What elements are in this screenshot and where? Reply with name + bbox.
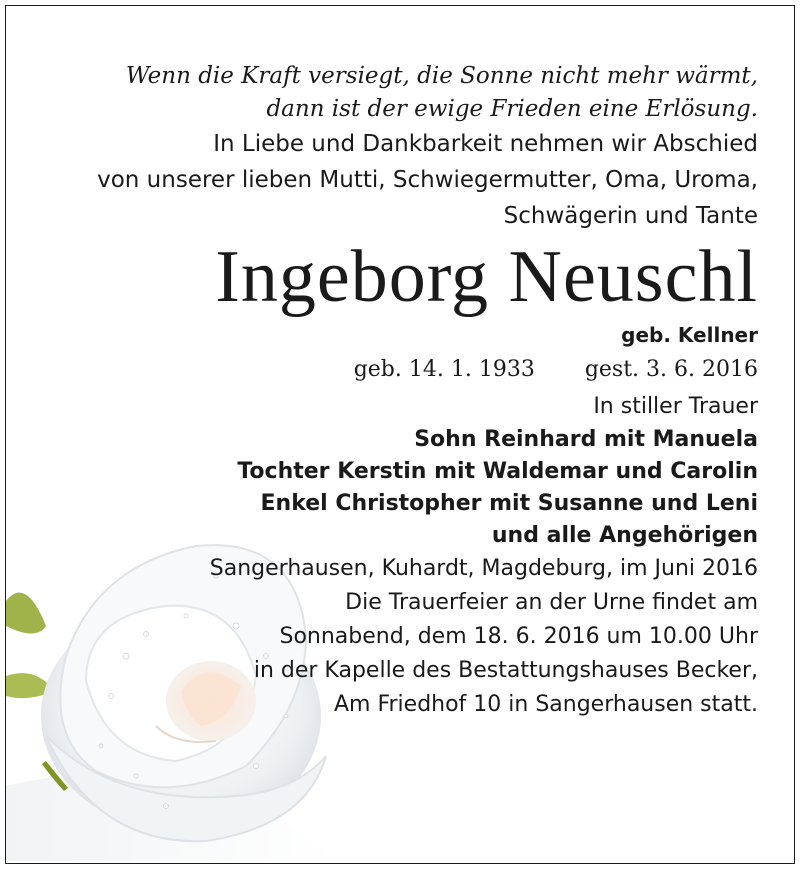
poem [38,60,758,126]
mourners-list [38,424,758,552]
mourner-line: und alle Angehörigen [491,523,758,548]
birth-date: geb. 14. 1. 1933 [353,357,535,382]
poem-line: Wenn die Kraft versiegt, die Sonne nicht mehr wärmt, [125,63,758,89]
ceremony-info [38,586,758,722]
death-date: gest. 3. 6. 2016 [584,357,758,382]
poem-line: dann ist der ewige Frieden eine Erlösung. [266,96,758,122]
intro-line: Schwägerin und Tante [503,203,758,229]
obituary-text [38,60,758,722]
deceased-name: Ingeborg Neuschl [215,236,758,318]
life-dates [38,350,758,390]
ceremony-line: in der Kapelle des Bestattungshauses Becker, [253,658,758,683]
ceremony-line: Am Friedhof 10 in Sangerhausen statt. [333,692,758,717]
mourner-line: Tochter Kerstin mit Waldemar und Carolin [237,459,758,484]
obituary-card [5,5,795,864]
mourner-line: Enkel Christopher mit Susanne und Leni [260,491,758,516]
mourner-line: Sohn Reinhard mit Manuela [414,427,758,452]
ceremony-line: Sonnabend, dem 18. 6. 2016 um 10.00 Uhr [279,624,758,649]
intro-line: von unserer lieben Mutti, Schwiegermutter, Oma, Uroma, [97,167,758,193]
mourning-intro: In stiller Trauer [593,394,758,419]
intro-line: In Liebe und Dankbarkeit nehmen wir Abschied [213,131,758,157]
farewell-intro [38,126,758,234]
maiden-name: geb. Kellner [621,323,758,347]
ceremony-line: Die Trauerfeier an der Urne findet am [345,590,758,615]
place-date: Sangerhausen, Kuhardt, Magdeburg, im Juni 2016 [209,556,758,581]
